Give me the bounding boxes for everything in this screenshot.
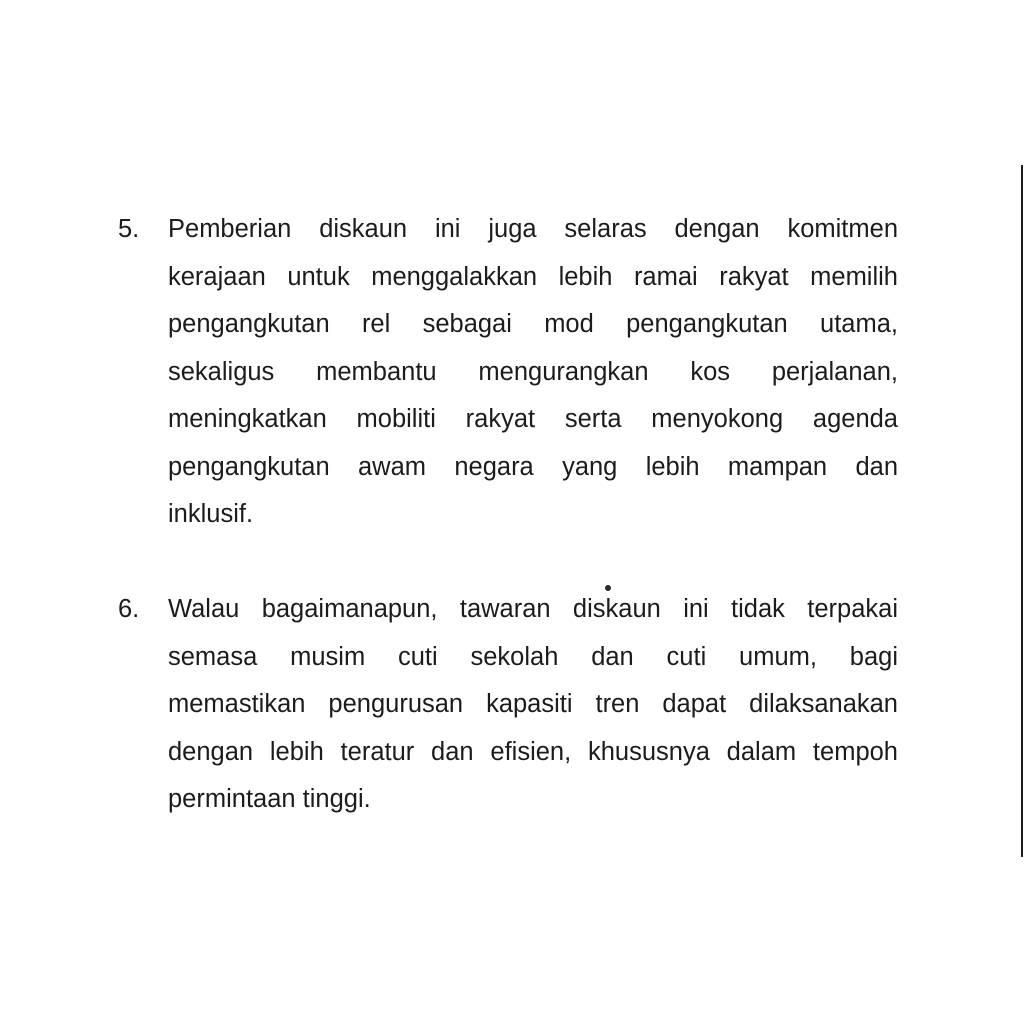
text-line: memastikan pengurusan kapasiti tren dapat dilaksanakan: [168, 690, 898, 718]
text-line: meningkatkan mobiliti rakyat serta menyokong agenda: [168, 405, 898, 433]
text-line: semasa musim cuti sekolah dan cuti umum, bagi: [168, 642, 898, 671]
text-line: pengangkutan rel sebagai mod pengangkutan utama,: [168, 310, 898, 338]
paragraph-text: [168, 206, 898, 539]
paragraph-number: 6.: [118, 595, 140, 623]
text-line: kerajaan untuk menggalakkan lebih ramai rakyat memilih: [168, 262, 898, 291]
page-edge-line: [1021, 165, 1023, 857]
text-line: sekaligus membantu mengurangkan kos perjalanan,: [168, 357, 898, 386]
paragraph-text: [168, 586, 898, 824]
text-line: Walau bagaimanapun, tawaran diskaun ini tidak terpakai: [168, 595, 898, 623]
text-line: pengangkutan awam negara yang lebih mampan dan: [168, 452, 898, 481]
text-line: dengan lebih teratur dan efisien, khususnya dalam tempoh: [168, 737, 898, 766]
paragraph-number: 5.: [118, 215, 140, 243]
text-line: permintaan tinggi.: [168, 785, 371, 813]
text-line: Pemberian diskaun ini juga selaras dengan komitmen: [168, 215, 898, 243]
text-line: inklusif.: [168, 500, 254, 528]
